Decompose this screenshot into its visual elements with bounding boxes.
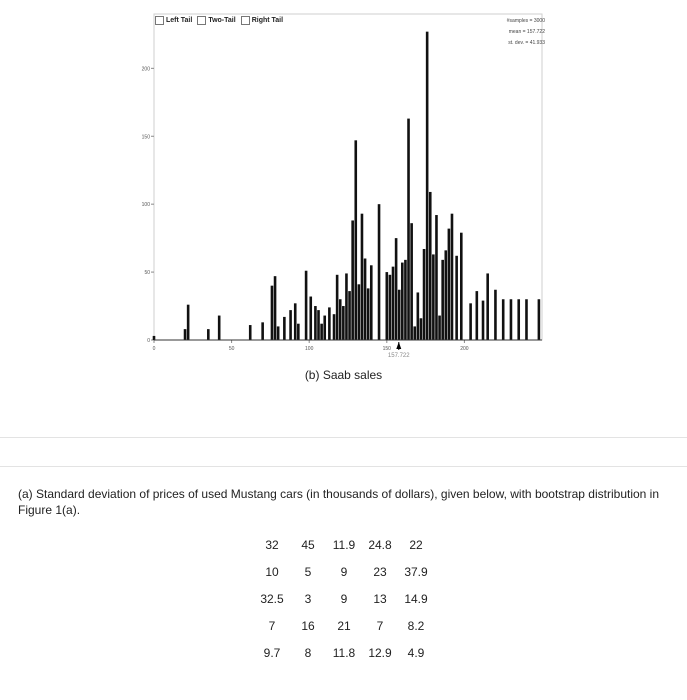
table-cell: 21 (337, 618, 351, 633)
histogram-bar (361, 214, 364, 340)
mean-marker-label: 157.722 (387, 353, 410, 359)
question-text: (a) Standard deviation of prices of used Mustang cars (in thousands of dollars), given below, with bootstrap distribution in Figure 1(a). (18, 487, 660, 517)
table-row (254, 558, 434, 585)
histogram-bar (184, 329, 187, 340)
checkbox-icon[interactable] (155, 16, 164, 25)
x-tick-label: 0 (152, 346, 156, 352)
table-row (254, 612, 434, 639)
histogram-bar (305, 271, 308, 340)
chart-canvas (140, 8, 550, 359)
histogram-bar (339, 299, 342, 340)
table-cell: 45 (301, 537, 315, 552)
histogram-bar (389, 275, 392, 340)
histogram-bar (342, 306, 345, 340)
x-tick-label: 100 (305, 346, 314, 352)
histogram-bar (370, 265, 373, 340)
table-cell: 8 (304, 645, 312, 660)
histogram-bar (261, 322, 264, 340)
histogram-bar (407, 119, 410, 340)
histogram-bar (207, 329, 210, 340)
table-cell: 10 (265, 564, 279, 579)
table-cell: 24.8 (368, 537, 392, 552)
sample-data-table (254, 531, 434, 666)
samples-stat: #samples = 3000 (506, 18, 545, 24)
table-cell: 23 (373, 564, 387, 579)
histogram-bar (410, 223, 413, 340)
histogram-bar (328, 307, 331, 340)
histogram-bar (218, 316, 221, 340)
table-cell: 4.9 (407, 645, 425, 660)
two-tail-checkbox[interactable] (197, 16, 235, 25)
table-cell: 7 (268, 618, 276, 633)
histogram-bar (476, 291, 479, 340)
histogram-bar (510, 299, 513, 340)
right-tail-checkbox[interactable] (241, 16, 283, 25)
histogram-bar (289, 310, 292, 340)
table-cell: 3 (304, 591, 312, 606)
checkbox-icon[interactable] (241, 16, 250, 25)
table-cell: 14.9 (404, 591, 428, 606)
table-row (254, 531, 434, 558)
histogram-bar (271, 286, 274, 340)
histogram-bar (538, 299, 541, 340)
histogram-bar (444, 250, 447, 340)
tail-controls (155, 16, 286, 25)
figure-caption: (b) Saab sales (304, 368, 383, 382)
histogram-bar (502, 299, 505, 340)
histogram-bar (420, 318, 423, 340)
histogram-bar (494, 290, 497, 340)
histogram-bar (460, 233, 463, 340)
histogram-bar (364, 259, 367, 341)
histogram-bar (517, 299, 520, 340)
table-cell: 22 (409, 537, 423, 552)
histogram-bar (283, 317, 286, 340)
table-cell: 12.9 (368, 645, 392, 660)
summary-stats (465, 16, 545, 49)
y-tick-label: 50 (144, 270, 150, 277)
histogram-bar (455, 256, 458, 340)
left-tail-checkbox[interactable] (155, 16, 192, 25)
histogram-bar (413, 326, 416, 340)
table-row (254, 585, 434, 612)
divider (0, 437, 687, 438)
histogram-bar (525, 299, 528, 340)
histogram-bar (438, 316, 441, 340)
table-cell: 16 (301, 618, 315, 633)
histogram-bar (336, 275, 339, 340)
checkbox-icon[interactable] (197, 16, 206, 25)
histogram-bar (448, 229, 451, 340)
x-tick-label: 200 (460, 346, 469, 352)
x-tick-label: 50 (228, 346, 235, 352)
sd-stat: st. dev. = 41.933 (508, 40, 545, 46)
histogram-bar (423, 249, 426, 340)
histogram-bar (348, 291, 351, 340)
histogram-bar (367, 288, 370, 340)
table-cell: 37.9 (404, 564, 428, 579)
histogram-bar (333, 314, 336, 340)
histogram-bar (432, 254, 435, 340)
left-tail-label: Left Tail (166, 17, 193, 24)
histogram-bar (187, 305, 190, 340)
histogram-bar (482, 301, 485, 340)
histogram-bar (249, 325, 252, 340)
histogram-bar (153, 336, 156, 340)
histogram-bar (277, 326, 280, 340)
histogram-bar (351, 220, 354, 340)
histogram-bar (294, 303, 297, 340)
histogram-bar (358, 284, 361, 340)
histogram-bar (317, 310, 320, 340)
y-tick-label: 150 (141, 134, 150, 141)
histogram-bar (404, 260, 407, 340)
table-cell: 32.5 (260, 591, 284, 606)
histogram-bar (398, 290, 401, 340)
x-tick-label: 150 (382, 346, 391, 352)
histogram-bar (395, 238, 398, 340)
table-cell: 9 (340, 564, 348, 579)
plot-frame (154, 14, 542, 340)
histogram-bar (297, 324, 300, 340)
table-cell: 11.9 (332, 537, 356, 552)
histogram-bar (401, 263, 404, 340)
histogram-bar (386, 272, 389, 340)
table-cell: 5 (304, 564, 312, 579)
histogram-bar (378, 204, 381, 340)
table-cell: 13 (373, 591, 387, 606)
table-cell: 7 (376, 618, 384, 633)
histogram-bar (469, 303, 472, 340)
y-tick-label: 100 (141, 202, 150, 209)
histogram-bar (426, 32, 429, 340)
table-row (254, 639, 434, 666)
y-tick-label: 0 (147, 338, 150, 344)
histogram-bar (320, 324, 323, 340)
histogram-bar (345, 273, 348, 340)
histogram-bar (354, 140, 357, 340)
histogram-bar (435, 215, 438, 340)
table-cell: 8.2 (407, 618, 425, 633)
y-tick-label: 200 (141, 66, 150, 73)
two-tail-label: Two-Tail (208, 17, 236, 24)
table-cell: 32 (265, 537, 279, 552)
histogram-bar (486, 273, 489, 340)
histogram-bar (441, 260, 444, 340)
histogram-bar (323, 316, 326, 340)
histogram-bar (417, 292, 420, 340)
histogram-bar (429, 192, 432, 340)
table-cell: 9 (340, 591, 348, 606)
histogram-bar (274, 276, 277, 340)
mean-stat: mean = 157.722 (508, 29, 545, 35)
histogram-bar (309, 297, 312, 340)
right-tail-label: Right Tail (251, 17, 284, 24)
bootstrap-dotplot (140, 8, 550, 359)
histogram-bar (392, 267, 395, 340)
divider (0, 466, 687, 467)
table-cell: 11.8 (332, 645, 356, 660)
table-cell: 9.7 (263, 645, 281, 660)
histogram-bar (451, 214, 454, 340)
histogram-bar (314, 306, 317, 340)
